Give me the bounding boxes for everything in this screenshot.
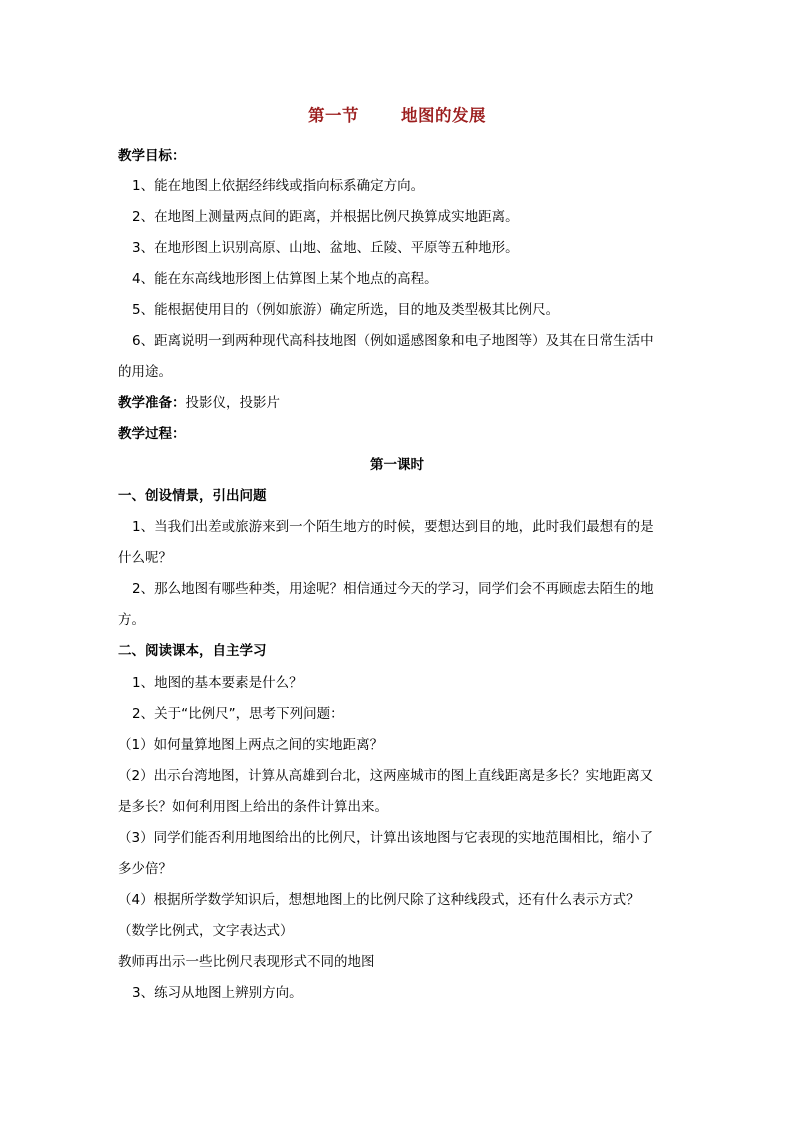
preparation-line [118,393,678,413]
title-section: 第一节 [308,106,359,125]
objective-item-5: 5、能根据使用目的（例如旅游）确定所选，目的地及类型极其比例尺。 [132,302,560,318]
process-heading: 教学过程： [118,426,186,442]
part1-line-2: 什么呢？ [118,550,172,566]
part2-line-3: （1）如何量算地图上两点之间的实地距离？ [118,737,384,753]
part2-line-7: 多少倍？ [118,861,172,877]
part2-line-8: （4）根据所学数学知识后，想想地图上的比例尺除了这种线段式，还有什么表示方式？ [118,892,640,908]
page-title [0,106,794,126]
part2-line-5: 是多长？如何利用图上给出的条件计算出来。 [118,799,388,815]
part2-line-4: （2）出示台湾地图，计算从高雄到台北，这两座城市的图上直线距离是多长？实地距离又 [118,768,654,784]
objective-item-6-cont: 的用途。 [118,364,172,380]
objectives-heading: 教学目标： [118,148,186,164]
part2-heading: 二、阅读课本，自主学习 [118,643,267,659]
part2-line-9: （数学比例式，文字表达式） [118,923,294,939]
title-name: 地图的发展 [401,106,486,125]
part2-line-2: 2、关于“比例尺”，思考下列问题： [132,706,344,722]
part2-line-1: 1、地图的基本要素是什么？ [132,675,303,691]
objective-item-1: 1、能在地图上依据经纬线或指向标系确定方向。 [132,178,425,194]
part1-line-4: 方。 [118,612,145,628]
objective-item-2: 2、在地图上测量两点间的距离，并根据比例尺换算成实地距离。 [132,209,519,225]
objective-item-4: 4、能在东高线地形图上估算图上某个地点的高程。 [132,271,438,287]
part2-line-6: （3）同学们能否利用地图给出的比例尺，计算出该地图与它表现的实地范围相比，缩小了 [118,830,654,846]
part1-line-1: 1、当我们出差或旅游来到一个陌生地方的时候，要想达到目的地，此时我们最想有的是 [132,519,654,535]
lesson-heading: 第一课时 [370,457,424,473]
objective-item-3: 3、在地形图上识别高原、山地、盆地、丘陵、平原等五种地形。 [132,240,519,256]
part1-line-3: 2、那么地图有哪些种类，用途呢？相信通过今天的学习，同学们会不再顾虑去陌生的地 [132,581,654,597]
part2-line-10: 教师再出示一些比例尺表现形式不同的地图 [118,954,375,970]
part1-heading: 一、创设情景，引出问题 [118,488,267,504]
preparation-text: 投影仪，投影片 [185,395,280,411]
part2-line-11: 3、练习从地图上辨别方向。 [132,985,303,1001]
preparation-heading: 教学准备： [118,395,186,411]
objective-item-6: 6、距离说明一到两种现代高科技地图（例如遥感图象和电子地图等）及其在日常生活中 [132,333,654,349]
